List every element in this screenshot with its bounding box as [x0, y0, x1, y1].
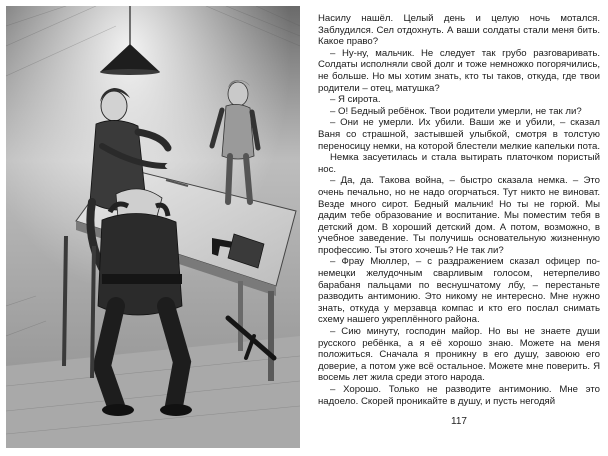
paragraph: – Фрау Мюллер, – с раздражением сказал офицер по-немецки желудочным сварливым голосом, нетерпеливо барабаня пальцами по веснушчатому лбу, – перестаньте разводить антимонию. Это никому не интересно. Мне нужно знать, откуда у мерзавца компас и кто его послал снимать схему нашего укреплённого района.	[318, 256, 600, 326]
paragraph: – Сию минуту, господин майор. Но вы не знаете души русского ребёнка, а я её хорошо знаю. Можете на меня положиться. Сначала я проникну в его душу, завоюю его доверие, а потом уже всё остальное. Можете мне поверить. Я восемь лет жила среди этого народа.	[318, 326, 600, 384]
table-leg	[268, 291, 274, 381]
paragraph: – О! Бедный ребёнок. Твои родители умерли, не так ли?	[330, 105, 582, 117]
illustration	[6, 6, 300, 448]
paragraph: – Хорошо. Только не разводите антимонию. Мне это надоело. Скорей проникайте в душу, и пусть негодяй	[318, 384, 600, 407]
paragraph: Насилу нашёл. Целый день и целую ночь мотался. Заблудился. Сел отдохнуть. А ваши солдаты стали меня бить. Какое право?	[318, 13, 600, 48]
text-column	[318, 13, 600, 413]
paragraph: Немка засуетилась и стала вытирать платочком пористый нос.	[318, 152, 600, 175]
paragraph: – Они не умерли. Их убили. Ваши же и убили, – сказал Ваня со страшной, застывшей улыбкой, смотря в толстую переносицу немки, на которой блестели мелкие капельки пота.	[318, 117, 600, 152]
paragraph: – Ну-ну, мальчик. Не следует так грубо разговаривать. Солдаты исполняли свой долг и тоже немножко погорячились, не больше. Но мы хотим знать, кто ты таков, откуда, где твои родители – отец, матушка?	[318, 47, 600, 94]
paragraph: – Я сирота.	[330, 94, 381, 106]
page-number: 117	[451, 416, 467, 427]
interrogation-scene-illustration	[6, 6, 300, 448]
paragraph: – Да, да. Такова война, – быстро сказала немка. – Это очень печально, но не надо огорчаться. Тут никто не виноват. Везде много сирот. Бедный мальчик! Но ты не горюй. Мы дадим тебе образование и воспитание. Мы поместим тебя в детский дом. В хороший детский дом. А потом, возможно, в учебное заведение. Ты получишь основательную жизненную профессию. Ты этого хочешь? Не так ли?	[318, 175, 600, 256]
